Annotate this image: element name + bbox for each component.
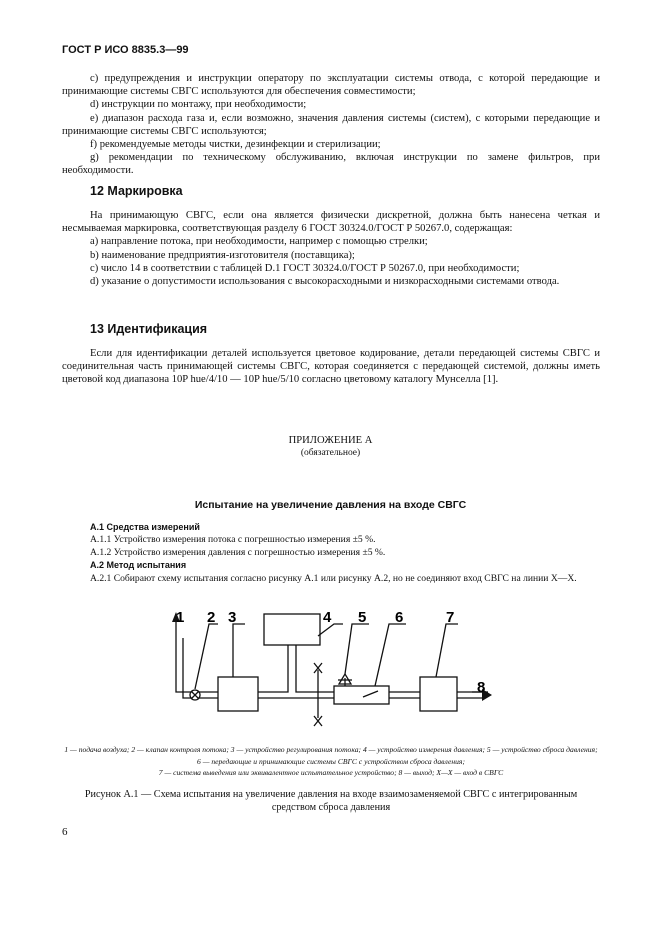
a1-item-1: А.1.1 Устройство измерения потока с погрешностью измерения ±5 %. bbox=[90, 534, 376, 546]
legend-line-1: 1 — подача воздуха; 2 — клапан контроля потока; 3 — устройство регулирования потока; 4 — устройство измерения давления; 5 — устройство сброса давления; 6 — передающие и принимающие системы СВГС с устройством сброса давления; bbox=[64, 745, 598, 766]
figure-legend bbox=[62, 744, 600, 779]
transfer-receiving-system bbox=[334, 686, 389, 704]
page-number: 6 bbox=[62, 826, 68, 838]
label-8: 8 bbox=[477, 679, 486, 696]
label-1: 1 bbox=[176, 609, 185, 626]
legend-line-2: 7 — система выведения или эквивалентное испытательное устройство; 8 — выход; X—X — вход в СВГС bbox=[158, 768, 504, 777]
list-item-f: f) рекомендуемые методы чистки, дезинфекции и стерилизации; bbox=[90, 139, 381, 151]
label-2: 2 bbox=[207, 609, 216, 626]
list-continuation bbox=[62, 72, 600, 178]
section-12-body bbox=[62, 209, 600, 288]
section-13-body bbox=[62, 347, 600, 387]
pressure-measuring-device bbox=[264, 614, 320, 645]
annex-label: ПРИЛОЖЕНИЕ А bbox=[288, 435, 373, 446]
a2-text: А.2.1 Собирают схему испытания согласно рисунку А.1 или рисунку А.2, но не соединяют вход СВГС на линии X—X. bbox=[90, 572, 577, 584]
list-item-d: d) инструкции по монтажу, при необходимости; bbox=[90, 99, 307, 111]
section-12-title: 12 Маркировка bbox=[90, 184, 183, 198]
label-6: 6 bbox=[395, 609, 404, 626]
document-code: ГОСТ Р ИСО 8835.3—99 bbox=[62, 44, 189, 56]
section-13-title: 13 Идентификация bbox=[90, 322, 208, 336]
a1-item-2: А.1.2 Устройство измерения давления с погрешностью измерения ±5 %. bbox=[90, 546, 386, 558]
figure-caption: Рисунок А.1 — Схема испытания на увеличение давления на входе взаимозаменяемой СВГС с интегрированным средством сброса давления bbox=[84, 789, 578, 813]
annex-body bbox=[62, 521, 600, 585]
list-item-c: c) предупреждения и инструкции оператору по эксплуатации системы отвода, с которой передающие и принимающие системы СВГС используются для обеспечения совместимости; bbox=[62, 73, 600, 98]
disposal-system bbox=[420, 677, 457, 711]
a2-heading: А.2 Метод испытания bbox=[90, 560, 187, 571]
label-3: 3 bbox=[228, 609, 237, 626]
label-7: 7 bbox=[446, 609, 455, 626]
list-item-e: e) диапазон расхода газа и, если возможно, значения давления системы (систем), с которыми передающие и принимающие системы СВГС используются; bbox=[62, 112, 600, 137]
flow-regulator bbox=[218, 677, 258, 711]
section-13-text: Если для идентификации деталей используется цветовое кодирование, детали передающей системы СВГС и соединительная часть принимающей системы СВГС, которая соединяется с передающей системой, должны иметь цветовой код диапазона 10P hue/4/10 — 10P hue/5/10 согласно цветовому каталогу Мунселла [1]. bbox=[62, 348, 600, 386]
annex-status: (обязательное) bbox=[300, 448, 361, 458]
section-12-intro: На принимающую СВГС, если она является физически дискретной, должна быть нанесена четкая и несмываемая маркировка, соответствующая разделу 6 ГОСТ 30324.0/ГОСТ Р 50267.0, содержащая: bbox=[62, 210, 600, 235]
list-item-g: g) рекомендации по техническому обслуживанию, включая инструкции по замене фильтров, при необходимости. bbox=[62, 152, 600, 177]
label-4: 4 bbox=[323, 609, 332, 626]
marking-item-d: d) указание о допустимости использования с высокорасходными и низкорасходными системами отвода. bbox=[90, 276, 560, 288]
marking-item-a: a) направление потока, при необходимости, например с помощью стрелки; bbox=[90, 236, 428, 248]
a1-heading: А.1 Средства измерений bbox=[90, 522, 200, 532]
label-5: 5 bbox=[358, 609, 367, 626]
marking-item-b: b) наименование предприятия-изготовителя (поставщика); bbox=[90, 249, 355, 261]
marking-item-c: c) число 14 в соответствии с таблицей D.1 ГОСТ 30324.0/ГОСТ Р 50267.0, при необходимости; bbox=[90, 262, 520, 274]
annex-title: Испытание на увеличение давления на входе СВГС bbox=[194, 499, 467, 511]
test-scheme-figure bbox=[0, 600, 661, 742]
